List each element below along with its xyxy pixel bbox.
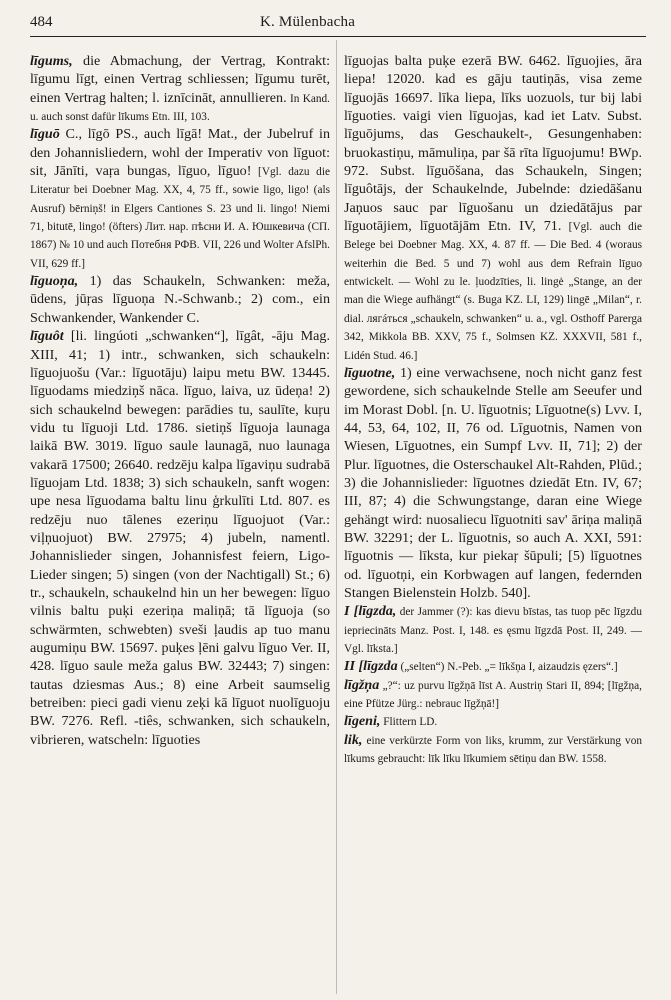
entry-text: 1) eine verwachsene, noch nicht ganz fest gewordene, sich schaukelnde Stelle am Seeufer und im Morast Dobl. [n. U. līguotnis; Līguotne(s) Lvv. I, 44, 53, 64, 102, II, 76 od. Līguotnis, Namen von Wiesen, Līguotnes, ein Sumpf Lvv. II, 71]; 2) der Plur. līguotnes, die Osterschaukel Alt-Rahden, Plūd.; 3) die Johannislieder: līguotnes dziedāt Etn. IV, 67; III, 87; 4) die Schwungstange, daran eine Wiege gehängt wird: nuosaliecu līguotniti sav' āriņa maliņā BW. 32291; der L. līguotnis, so auch A. XXI, 591: līguotnis — līksta, kur piekaŗ šūpuli; [5) līguotnes od. līguotņi, ein Korbwagen auf langen, federnden Stangen Bielenstein Holzb. 540].	[344, 364, 642, 601]
entry-note: [Vgl. dazu die Literatur bei Doebner Mag. XX, 4, 75 ff., sowie ligo, ligo! (als Ausruf) bērniņš! in Elgers Cantiones S. 23 und li. lingo! Niemi 71, bitutē, lingo! (öfters) Лит. нар. пѣсни И. А. Юшкевича (СП. 1867) № 10 und auch Потебня РФВ. VII, 226 und Wolter AfslPh. VII, 629 ff.]	[30, 166, 330, 270]
entry-headword: līguôt	[30, 328, 64, 345]
dictionary-entry	[344, 676, 642, 713]
entry-text: 1) das Schaukeln, Schwanken: meža, ūdens, jūŗas līguoņa N.-Schwanb.; 2) com., ein Schwankender, Wankender C.	[30, 273, 330, 326]
dictionary-entry	[344, 731, 642, 768]
page-number: 484	[30, 14, 53, 30]
dictionary-entry	[344, 364, 642, 602]
entry-headword: līgeni,	[344, 713, 381, 730]
entry-headword: I [līgzda,	[344, 603, 397, 620]
entry-note: eine verkürzte Form von liks, krumm, zur Verstärkung von līkums gebraucht: līk līku līkumiem sētiņu dan BW. 1558.	[344, 734, 642, 766]
page-header	[30, 6, 642, 34]
dictionary-entry	[344, 52, 642, 364]
entry-note: der Jammer (?): kas dievu bīstas, tas tuop pēc līgzdu iepriecināts Manz. Post. I, 148. es ęsmu līgzdā Post. II, 249. — Vgl. līksta.]	[344, 606, 642, 655]
entry-headword: lik,	[344, 731, 363, 748]
entry-headword: līgžņa	[344, 676, 380, 693]
dictionary-entry	[30, 272, 330, 327]
column-divider	[336, 40, 337, 994]
dictionary-entry	[30, 327, 330, 749]
running-head: K. Mülenbacha	[260, 14, 356, 30]
entry-note: „?“: uz purvu līgžņā līst A. Austriņ Stari II, 894; [līgžņa, eine Pfütze Jürg.: nebrauc līgžņā!]	[344, 679, 642, 711]
entry-text: die Abmachung, der Vertrag, Kontrakt: līgumu līgt, einen Vertrag schliessen; līgumu turēt, einen Vertrag halten; l. iznīcināt, annullieren.	[30, 53, 330, 106]
left-column	[30, 52, 330, 990]
entry-note: In Kand. u. auch sonst dafür līkums Etn. III, 103.	[30, 92, 330, 124]
entry-note: Flittern LD.	[380, 716, 438, 729]
entry-note: („selten“) N.-Peb. „= līkšņa I, aizaudzis ęzers“.]	[397, 661, 618, 674]
entry-headword: līguoņa,	[30, 273, 79, 290]
header-rule	[30, 36, 646, 37]
entry-text: līguojas balta puķe ezerā BW. 6462. līguojies, āra liepa! 12020. kad es gāju tautiņās, visa zeme līguojās 16697. līka liepa, līks uozuols, tur bij labi līguoties. vaigi vien līguojas, kad iet Latv. Subst. līguōjums, das Geschaukelt-, Gesungenhaben: bruokastiņu, māmuliņa, par šā rīta līguojumu! BWp. 972. Subst. līguōšana, das Schaukeln, Singen; līguôtājs, der Schaukelnde, Jubelnde: dziedāšanu Jaņuos sauc par līguošanu un dziedātājus par līguotājiem, līguotājām Etn. IV, 71.	[344, 53, 642, 235]
dictionary-entry	[344, 602, 642, 657]
entry-text: C., līgō PS., auch līgā! Mat., der Jubelruf in den Johannisliedern, wohl der Imperativ von līguot: sit, Jānīti, vaŗa bungas, līguo, līguo!	[30, 126, 330, 180]
entry-headword: līguotne,	[344, 364, 396, 381]
entry-headword: līguō	[30, 126, 60, 143]
dictionary-entry	[344, 657, 642, 675]
entry-text: [li. lingúoti „schwanken“], līgât, -āju Mag. XIII, 41; 1) intr., schwanken, sich schaukeln: līguojuošu (Var.: līguotāju) laipu metu BW. 13445. līguodams miedziņš nāca. līguo, laiva, uz ūdeņa! 2) sich schaukelnd bewegen: parādies tu, saulīte, kuŗu vidu tu līguoji Ltd. 1786. sietiņš līguoja launaga laikā BW. 3019. līguo saule launagā, nuo launaga vakarā 17500; 26640. redzēju kalpa līgaviņu sudrabā līguojam Ltd. 1838; 3) sich schaukeln, sanft wogen: upe nesa līguodama baltu linu ģrkulīti Ltd. 807. es redzēju nuo tālenes ezeriņu līguojuot (Var.: viļņuojuot) BW. 27975; 4) jubeln, namentl. Johannislieder singen, Johannisfest feiern, Ligo-Lieder singen; 5) singen (von der Nachtigall) St.; 6) tr., schaukeln, schaukelnd hin un her bewegen: līguo vilnis baltu puķi ezeriņa maliņā; tā līguoja (so schwärmten, schwebten) sveši ļaudis ap tuo manu augumiņu BW. 15697. puķes ļēni galvu līguo Ver. II, 428. līguo saule meža galus BW. 32443; 7) singen: tautas dziesmas Aus.; 8) eine Arbeit saumselig betreiben: pieci gadi vienu zeķi kā līguot nuolīguoju BW. 7276. Refl. -tiês, schwanken, sich schaukeln, vibrieren, watscheln: līguoties	[30, 328, 330, 748]
right-column	[344, 52, 642, 990]
entry-headword: II [līgzda	[344, 658, 398, 675]
entry-headword: līgums,	[30, 53, 73, 69]
dictionary-entry	[344, 712, 642, 730]
dictionary-entry	[30, 52, 330, 125]
entry-note: [Vgl. auch die Belege bei Doebner Mag. XX, 4. 87 ff. — Die Bed. 4 (woraus weiterhin die Bed. 5 und 7) wohl aus dem Refrain līguo entwickelt. — Wohl zu le. ļuodzīties, li. lingė „Stange, an der man die Wiege aufhängt“ (s. Buga KZ. LI, 129) lingē „Milan“, r. dial. лягáться „schaukeln, schwanken“ u. a., vgl. Osthoff Parerga 342, Mikkola BB. XXV, 75 f., Solmsen KZ. XXXVII, 581 f., Lidén Stud. 46.]	[344, 221, 642, 362]
dictionary-entry	[30, 125, 330, 272]
